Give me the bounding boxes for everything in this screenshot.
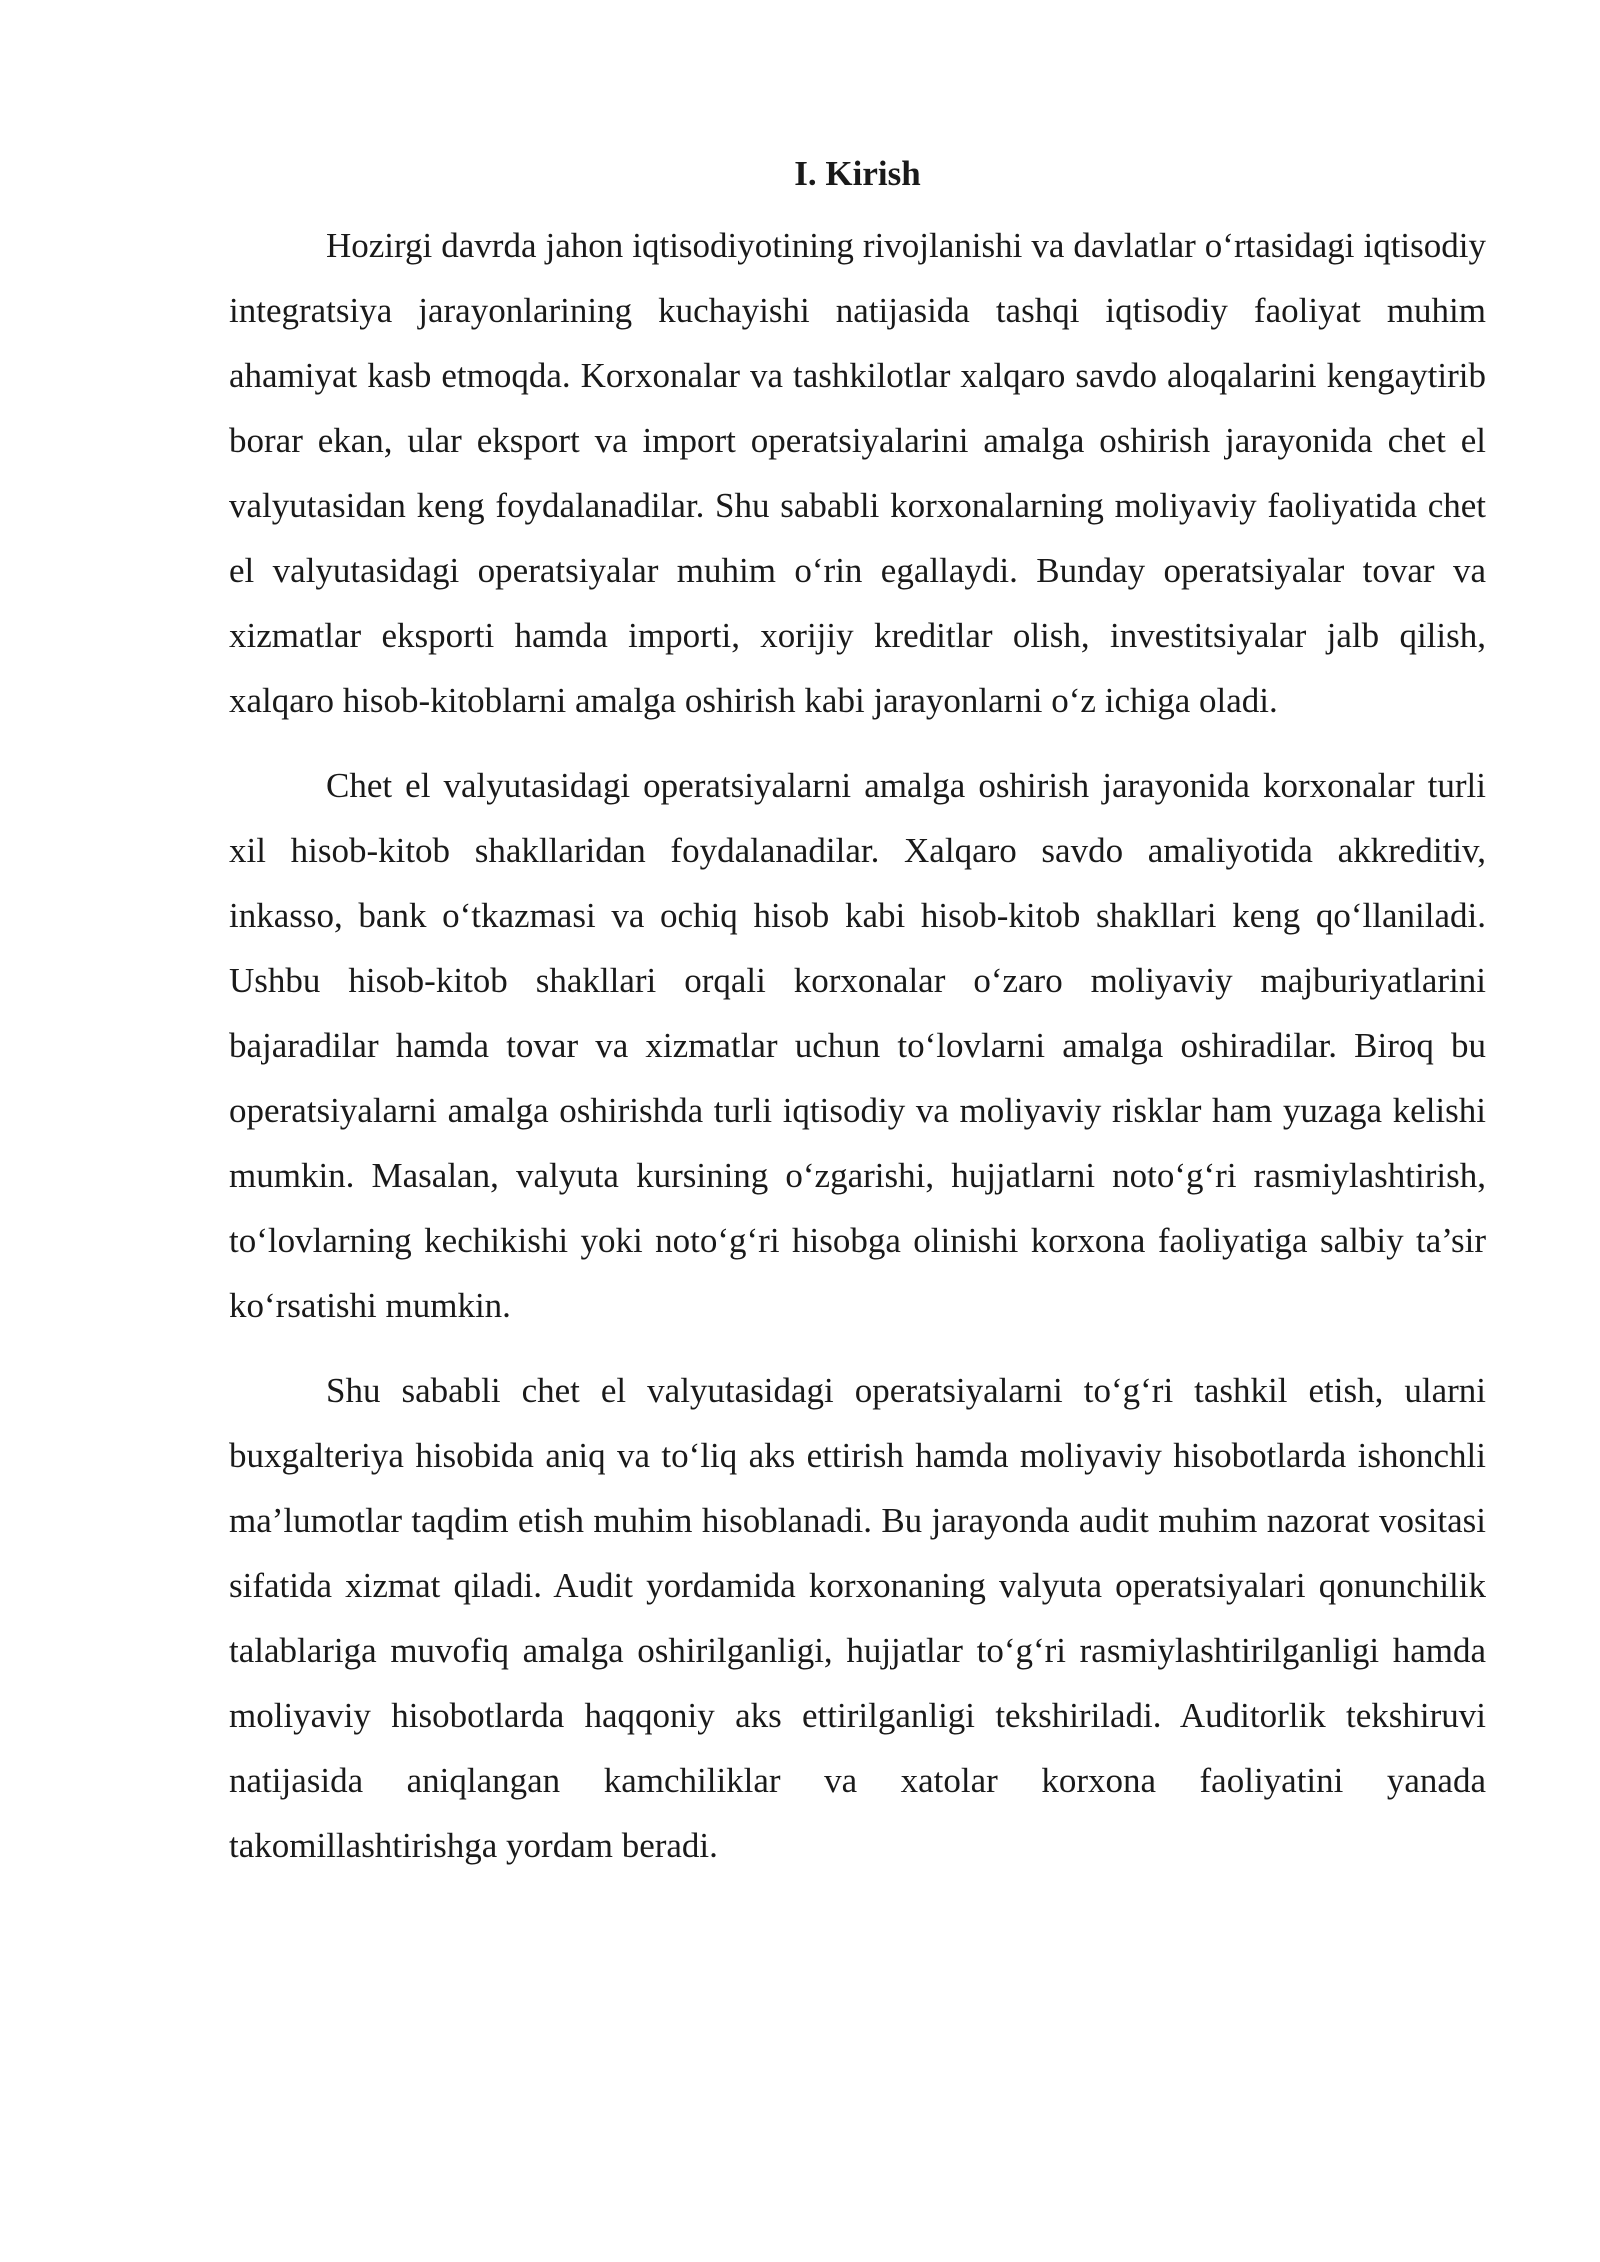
document-body	[229, 150, 1486, 1898]
section-heading: I. Kirish	[794, 154, 921, 193]
paragraph-1: Hozirgi davrda jahon iqtisodiyotining rivojlanishi va davlatlar o‘rtasidagi iqtisodiy integratsiya jarayonlarining kuchayishi natijasida tashqi iqtisodiy faoliyat muhim ahamiyat kasb etmoqda. Korxonalar va tashkilotlar xalqaro savdo aloqalarini kengaytirib borar ekan, ular eksport va import operatsiyalarini amalga oshirish jarayonida chet el valyutasidan keng foydalanadilar. Shu sababli korxonalarning moliyaviy faoliyatida chet el valyutasidagi operatsiyalar muhim o‘rin egallaydi. Bunday operatsiyalar tovar va xizmatlar eksporti hamda importi, xorijiy kreditlar olish, investitsiyalar jalb qilish, xalqaro hisob-kitoblarni amalga oshirish kabi jarayonlarni o‘z ichiga oladi.	[229, 226, 1486, 720]
paragraph-2: Chet el valyutasidagi operatsiyalarni amalga oshirish jarayonida korxonalar turli xil hisob-kitob shakllaridan foydalanadilar. Xalqaro savdo amaliyotida akkreditiv, inkasso, bank o‘tkazmasi va ochiq hisob kabi hisob-kitob shakllari keng qo‘llaniladi. Ushbu hisob-kitob shakllari orqali korxonalar o‘zaro moliyaviy majburiyatlarini bajaradilar hamda tovar va xizmatlar uchun to‘lovlarni amalga oshiradilar. Biroq bu operatsiyalarni amalga oshirishda turli iqtisodiy va moliyaviy risklar ham yuzaga kelishi mumkin. Masalan, valyuta kursining o‘zgarishi, hujjatlarni noto‘g‘ri rasmiylashtirish, to‘lovlarning kechikishi yoki noto‘g‘ri hisobga olinishi korxona faoliyatiga salbiy ta’sir ko‘rsatishi mumkin.	[229, 766, 1486, 1325]
paragraph-3: Shu sababli chet el valyutasidagi operatsiyalarni to‘g‘ri tashkil etish, ularni buxgalteriya hisobida aniq va to‘liq aks ettirish hamda moliyaviy hisobotlarda ishonchli ma’lumotlar taqdim etish muhim hisoblanadi. Bu jarayonda audit muhim nazorat vositasi sifatida xizmat qiladi. Audit yordamida korxonaning valyuta operatsiyalari qonunchilik talablariga muvofiq amalga oshirilganligi, hujjatlar to‘g‘ri rasmiylashtirilganligi hamda moliyaviy hisobotlarda haqqoniy aks ettirilganligi tekshiriladi. Auditorlik tekshiruvi natijasida aniqlangan kamchiliklar va xatolar korxona faoliyatini yanada takomillashtirishga yordam beradi.	[229, 1371, 1486, 1865]
